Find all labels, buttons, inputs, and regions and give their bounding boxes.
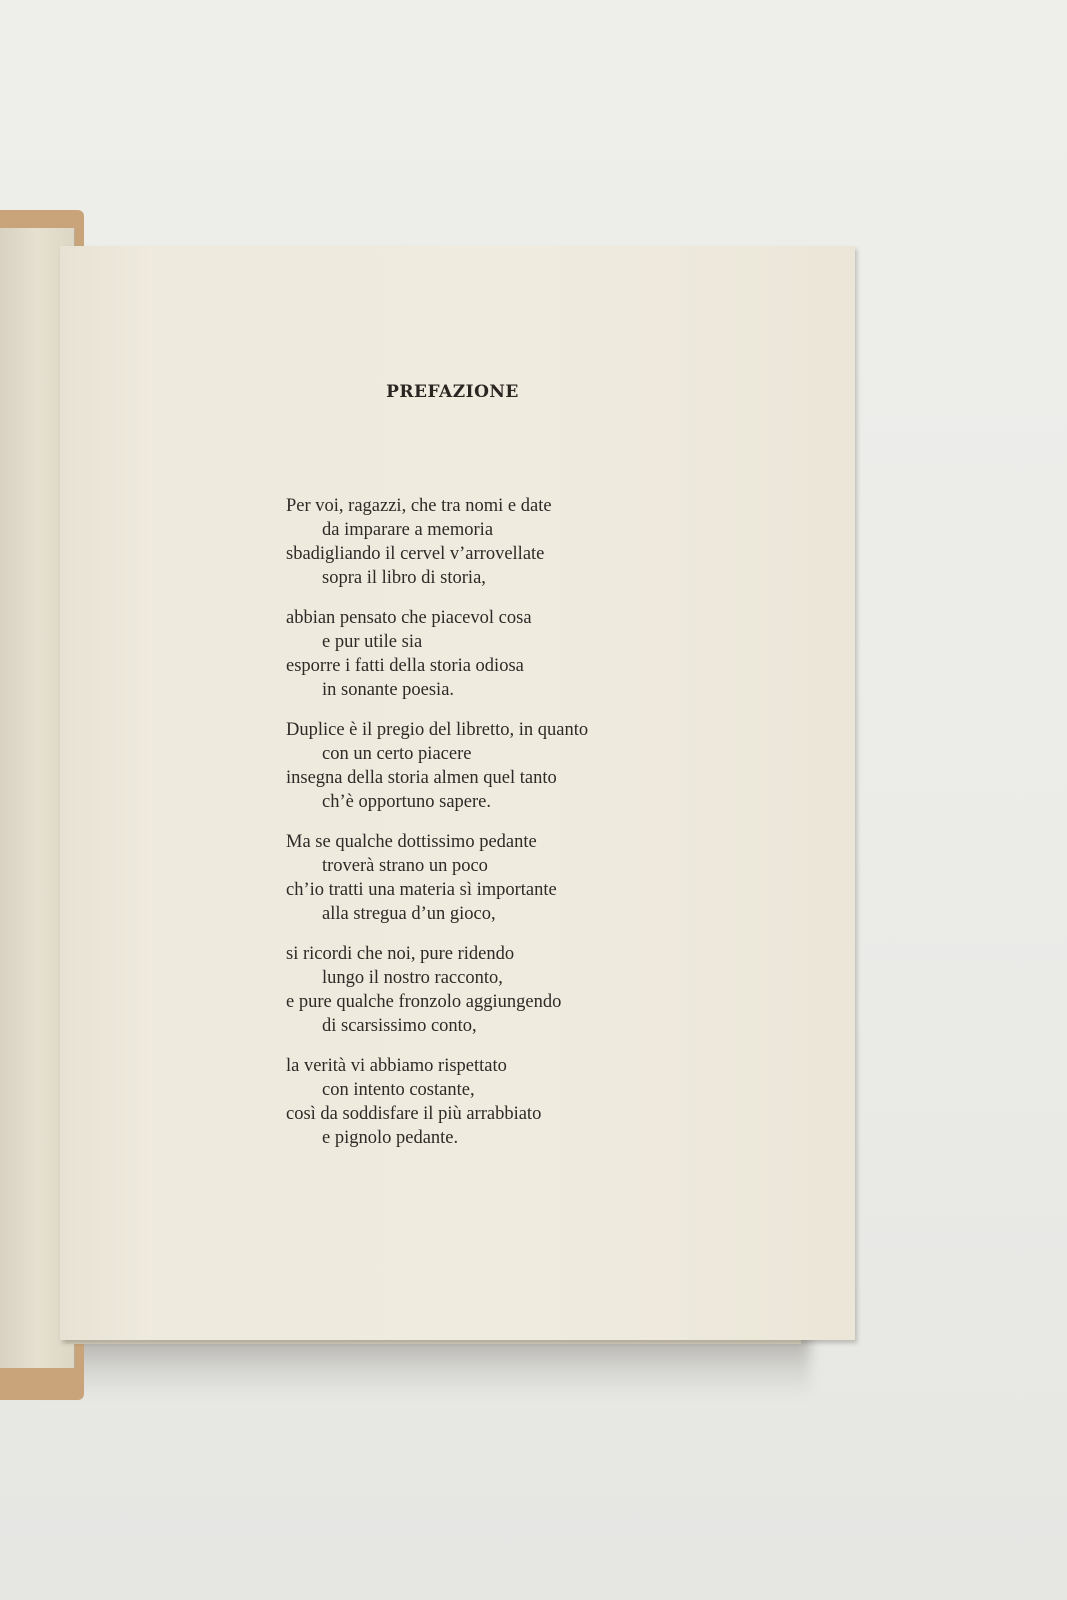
poem-line: sopra il libro di storia, <box>322 568 486 588</box>
stanza <box>286 830 746 926</box>
poem <box>286 494 746 1166</box>
poem-line: così da soddisfare il più arrabbiato <box>286 1104 542 1124</box>
stanza <box>286 1054 746 1150</box>
poem-line: Duplice è il pregio del libretto, in quanto <box>286 720 589 740</box>
poem-line: insegna della storia almen quel tanto <box>286 768 557 788</box>
poem-line: con un certo piacere <box>322 744 472 764</box>
page-title: PREFAZIONE <box>386 382 519 402</box>
stanza <box>286 718 746 814</box>
stanza <box>286 494 746 590</box>
poem-line: abbian pensato che piacevol cosa <box>286 608 532 628</box>
poem-line: ch’io tratti una materia sì importante <box>286 880 557 900</box>
poem-line: in sonante poesia. <box>322 680 455 700</box>
poem-line: e pure qualche fronzolo aggiungendo <box>286 992 562 1012</box>
poem-line: Ma se qualche dottissimo pedante <box>286 832 537 852</box>
stanza <box>286 942 746 1038</box>
poem-line: la verità vi abbiamo rispettato <box>286 1056 507 1076</box>
poem-line: esporre i fatti della storia odiosa <box>286 656 524 676</box>
poem-line: di scarsissimo conto, <box>322 1016 477 1036</box>
stanza <box>286 606 746 702</box>
poem-line: e pignolo pedante. <box>322 1128 459 1148</box>
poem-line: e pur utile sia <box>322 632 423 652</box>
poem-line: troverà strano un poco <box>322 856 488 876</box>
poem-line: Per voi, ragazzi, che tra nomi e date <box>286 496 552 516</box>
poem-line: sbadigliando il cervel v’arrovellate <box>286 544 545 564</box>
poem-line: ch’è opportuno sapere. <box>322 792 492 812</box>
right-page <box>60 246 855 1340</box>
poem-line: con intento costante, <box>322 1080 475 1100</box>
poem-line: si ricordi che noi, pure ridendo <box>286 944 515 964</box>
poem-line: alla stregua d’un gioco, <box>322 904 496 924</box>
poem-line: lungo il nostro racconto, <box>322 968 503 988</box>
poem-line: da imparare a memoria <box>322 520 494 540</box>
